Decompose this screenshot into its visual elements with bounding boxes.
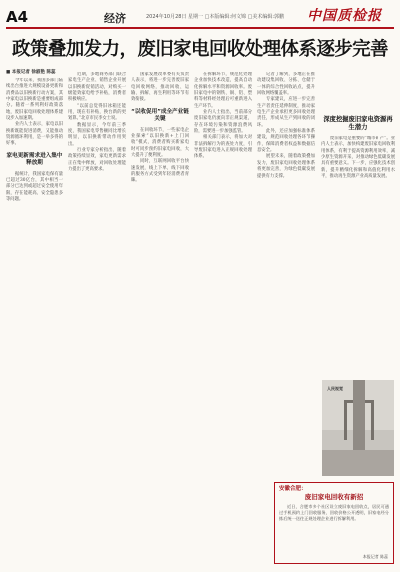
header-rule bbox=[6, 27, 394, 29]
paragraph: 今年以来，我国多部门陆续出台推进大规模设备更新和消费品以旧换新行动方案，其中家电以旧换新是重要组成部分。随着一系列利好政策落地，废旧家电回收处理体系建设步入加速期。 bbox=[6, 78, 63, 122]
paragraph: 此外，还应加强标准体系建设，规范回收处理各环节操作，保障消费者权益和数据信息安全。 bbox=[257, 129, 315, 154]
dateline: 2024年10月28日 星期一 □本版编辑:何文锦 □美术编辑:郭鹏 bbox=[146, 14, 285, 20]
article-column-4 bbox=[194, 72, 252, 558]
paragraph: 在回收环节，一些家电企业探索“以旧换新+上门回收”模式，消费者购买新家电时可同步预约旧家电回收，大大提升了便利度。 bbox=[131, 127, 189, 159]
inset-title-location: 安徽合肥： bbox=[279, 486, 307, 492]
subheading: “以收促用”成全产业链关键 bbox=[131, 108, 189, 123]
inset-body: 近日，合肥市多个社区设立废旧家电回收点，居民可通过手机预约上门回收服务，回收价格公开透明，旧家电经分拣后统一送往正规处理企业进行拆解利用。 bbox=[279, 504, 389, 521]
article-column-2 bbox=[68, 72, 126, 558]
paragraph: 近期，多地商务部门联合家电生产企业、销售企业开展以旧换新促销活动，对购买一级能效家电给予补贴，消费者积极响应。 bbox=[68, 72, 126, 103]
sidebar-body bbox=[321, 136, 395, 378]
paragraph: 展望未来，随着政策叠加发力，废旧家电回收处理体系将更加完善，为绿色低碳发展提供有力支撑。 bbox=[257, 154, 315, 179]
paragraph: 专家建议，应进一步完善生产者责任延伸制度，推动家电生产企业承担更多回收处理责任，形成从生产到回收的闭环。 bbox=[257, 97, 315, 128]
article-column-3 bbox=[131, 72, 189, 558]
headline: 政策叠加发力，废旧家电回收处理体系逐步完善 bbox=[12, 39, 388, 60]
paragraph: “以前总觉得旧冰箱还能用，现在有补贴，换台新的更划算。”北京市民李女士说。 bbox=[68, 103, 126, 122]
paragraph: 数据显示，今年前三季度，我国家电零售额同比增长明显，以旧换新带动作用突出。 bbox=[68, 122, 126, 147]
paragraph: 记者了解到，多地正在推动建设集回收、分拣、仓储于一体的综合性回收站点，提升回收网络覆盖率。 bbox=[257, 72, 315, 97]
inset-title: 废旧家电回收有新招 bbox=[304, 493, 364, 501]
paragraph: 业内人士表示，家电以旧换新既能促进消费，又能推动资源循环利用，是一举多得的好事。 bbox=[6, 122, 63, 147]
page-number: A4 bbox=[6, 8, 29, 26]
paragraph: 废旧家电是重要的“城市矿产”。业内人士表示，加快构建废旧家电回收利用体系，有利于提高资源利用效率，减少原生资源开采，对推动绿色低碳发展具有重要意义。下一步，应强化技术创新，提升精细化拆解和高值化利用水平，推动再生资源产业高质量发展。 bbox=[321, 136, 395, 180]
paragraph: 国家发展改革委有关负责人表示，将进一步完善废旧家电回收网络，推动回收、运输、拆解、再生利用等环节有效衔接。 bbox=[131, 72, 189, 103]
paragraph: 在拆解环节，规范化处理企业加快技术改造，提高自动化拆解水平和资源回收率。废旧家电中的钢铁、铜、铝、塑料等材料经处理后可重新进入生产环节。 bbox=[194, 72, 252, 109]
subheading: 家电更新需求进入集中释放期 bbox=[6, 152, 63, 167]
sidebar-title: 深度挖掘废旧家电资源再生潜力 bbox=[323, 116, 393, 131]
paragraph: 相关部门表示，将加大对非法拆解行为的查处力度，引导废旧家电进入正规回收处理体系。 bbox=[194, 135, 252, 160]
paragraph: 据统计，我国家电保有量已超过30亿台，其中相当一部分已达到或超过安全使用年限，存在能耗高、安全隐患多等问题。 bbox=[6, 171, 63, 203]
article-column-1 bbox=[6, 78, 63, 558]
photo-caption: 人民视觉 bbox=[327, 386, 343, 391]
paragraph: 同时，互联网回收平台快速发展，线上下单、线下回收的服务方式受到年轻消费者青睐。 bbox=[131, 159, 189, 184]
inset-signature: 本报记者 陈蕊 bbox=[362, 554, 388, 559]
paragraph: 行业专家分析指出，随着政策持续显效，家电更新需求正在集中释放，对回收处理能力提出了更高要求。 bbox=[68, 148, 126, 173]
masthead-logo: 中国质检报 bbox=[307, 8, 382, 24]
page-header bbox=[6, 9, 394, 25]
byline: ■ 本报记者 徐淑艳 陈蕊 bbox=[6, 70, 56, 75]
paragraph: 业内人士指出，当前部分废旧家电仍流向非正规渠道，存在环境污染和资源浪费风险，需要进一步加强监管。 bbox=[194, 110, 252, 135]
section-name: 经济 bbox=[104, 12, 126, 25]
news-photo bbox=[322, 380, 394, 476]
inset-box bbox=[274, 482, 394, 564]
